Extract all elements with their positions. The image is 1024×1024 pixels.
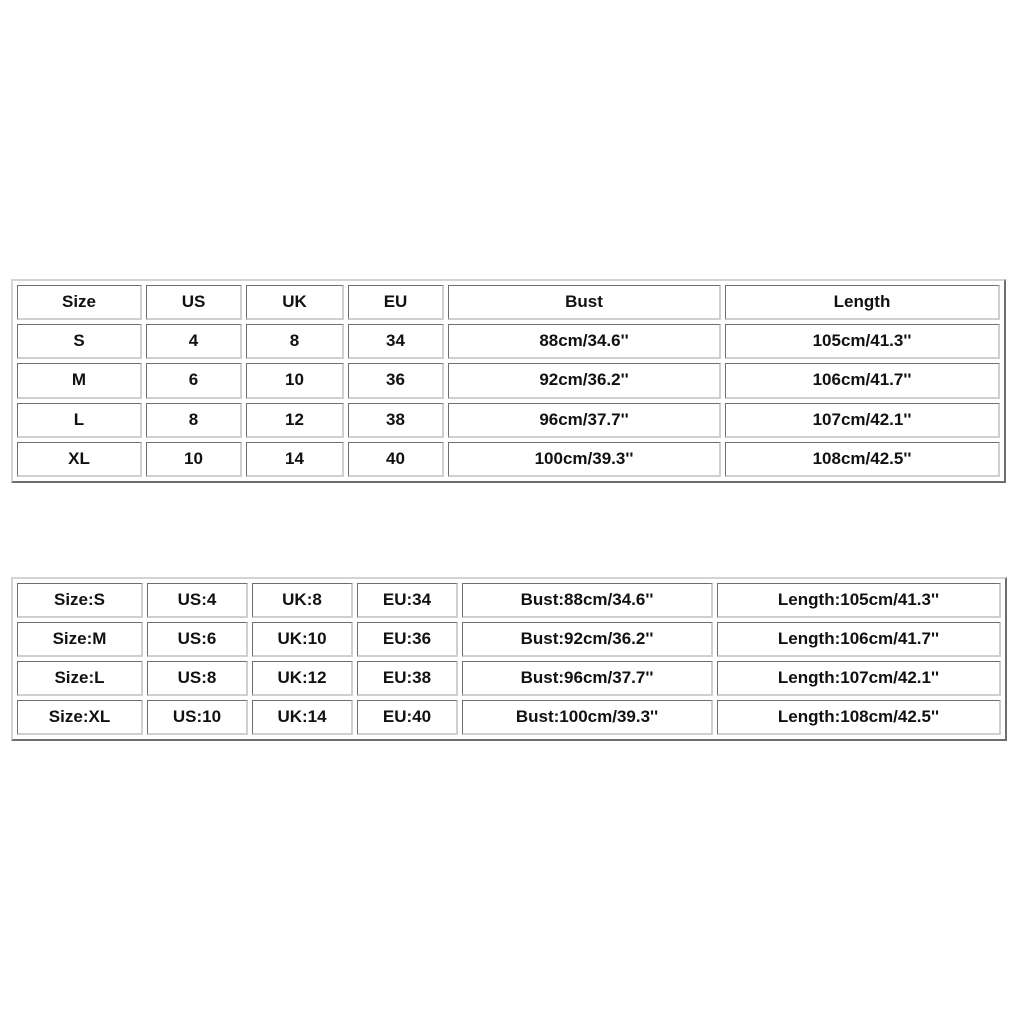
cell-length: Length:105cm/41.3'' bbox=[717, 583, 1001, 618]
cell-size: XL bbox=[17, 442, 142, 477]
header-length: Length bbox=[725, 285, 1000, 320]
cell-bust: Bust:88cm/34.6'' bbox=[462, 583, 713, 618]
cell-length: Length:108cm/42.5'' bbox=[717, 700, 1001, 735]
cell-eu: 40 bbox=[348, 442, 444, 477]
cell-uk: 8 bbox=[246, 324, 344, 359]
table-row bbox=[17, 661, 1001, 696]
cell-bust: 88cm/34.6'' bbox=[448, 324, 721, 359]
cell-uk: UK:10 bbox=[252, 622, 353, 657]
cell-bust: 92cm/36.2'' bbox=[448, 363, 721, 398]
cell-bust: 100cm/39.3'' bbox=[448, 442, 721, 477]
cell-length: Length:106cm/41.7'' bbox=[717, 622, 1001, 657]
cell-length: Length:107cm/42.1'' bbox=[717, 661, 1001, 696]
header-us: US bbox=[146, 285, 242, 320]
table-row bbox=[17, 700, 1001, 735]
size-chart-table bbox=[11, 279, 1006, 483]
cell-eu: 38 bbox=[348, 403, 444, 438]
cell-eu: EU:36 bbox=[357, 622, 458, 657]
cell-size: S bbox=[17, 324, 142, 359]
header-eu: EU bbox=[348, 285, 444, 320]
cell-size: M bbox=[17, 363, 142, 398]
cell-us: US:4 bbox=[147, 583, 248, 618]
cell-us: 8 bbox=[146, 403, 242, 438]
cell-size: Size:S bbox=[17, 583, 143, 618]
cell-size: Size:XL bbox=[17, 700, 143, 735]
cell-eu: EU:38 bbox=[357, 661, 458, 696]
cell-bust: Bust:92cm/36.2'' bbox=[462, 622, 713, 657]
cell-bust: Bust:100cm/39.3'' bbox=[462, 700, 713, 735]
size-chart-table-labeled bbox=[11, 577, 1007, 741]
cell-length: 107cm/42.1'' bbox=[725, 403, 1000, 438]
cell-us: US:6 bbox=[147, 622, 248, 657]
cell-eu: EU:40 bbox=[357, 700, 458, 735]
cell-length: 105cm/41.3'' bbox=[725, 324, 1000, 359]
cell-eu: EU:34 bbox=[357, 583, 458, 618]
cell-size: L bbox=[17, 403, 142, 438]
table-row bbox=[17, 442, 1000, 477]
cell-eu: 36 bbox=[348, 363, 444, 398]
cell-uk: 10 bbox=[246, 363, 344, 398]
table-row bbox=[17, 622, 1001, 657]
cell-uk: UK:14 bbox=[252, 700, 353, 735]
table-row bbox=[17, 363, 1000, 398]
cell-uk: UK:12 bbox=[252, 661, 353, 696]
header-size: Size bbox=[17, 285, 142, 320]
cell-us: US:10 bbox=[147, 700, 248, 735]
cell-bust: Bust:96cm/37.7'' bbox=[462, 661, 713, 696]
cell-us: 10 bbox=[146, 442, 242, 477]
table-row bbox=[17, 403, 1000, 438]
cell-bust: 96cm/37.7'' bbox=[448, 403, 721, 438]
cell-us: 6 bbox=[146, 363, 242, 398]
cell-size: Size:L bbox=[17, 661, 143, 696]
cell-length: 106cm/41.7'' bbox=[725, 363, 1000, 398]
cell-uk: 14 bbox=[246, 442, 344, 477]
cell-eu: 34 bbox=[348, 324, 444, 359]
header-bust: Bust bbox=[448, 285, 721, 320]
cell-us: 4 bbox=[146, 324, 242, 359]
table-row bbox=[17, 583, 1001, 618]
cell-uk: UK:8 bbox=[252, 583, 353, 618]
cell-us: US:8 bbox=[147, 661, 248, 696]
table-row bbox=[17, 324, 1000, 359]
cell-uk: 12 bbox=[246, 403, 344, 438]
cell-length: 108cm/42.5'' bbox=[725, 442, 1000, 477]
table-header-row bbox=[17, 285, 1000, 320]
header-uk: UK bbox=[246, 285, 344, 320]
cell-size: Size:M bbox=[17, 622, 143, 657]
